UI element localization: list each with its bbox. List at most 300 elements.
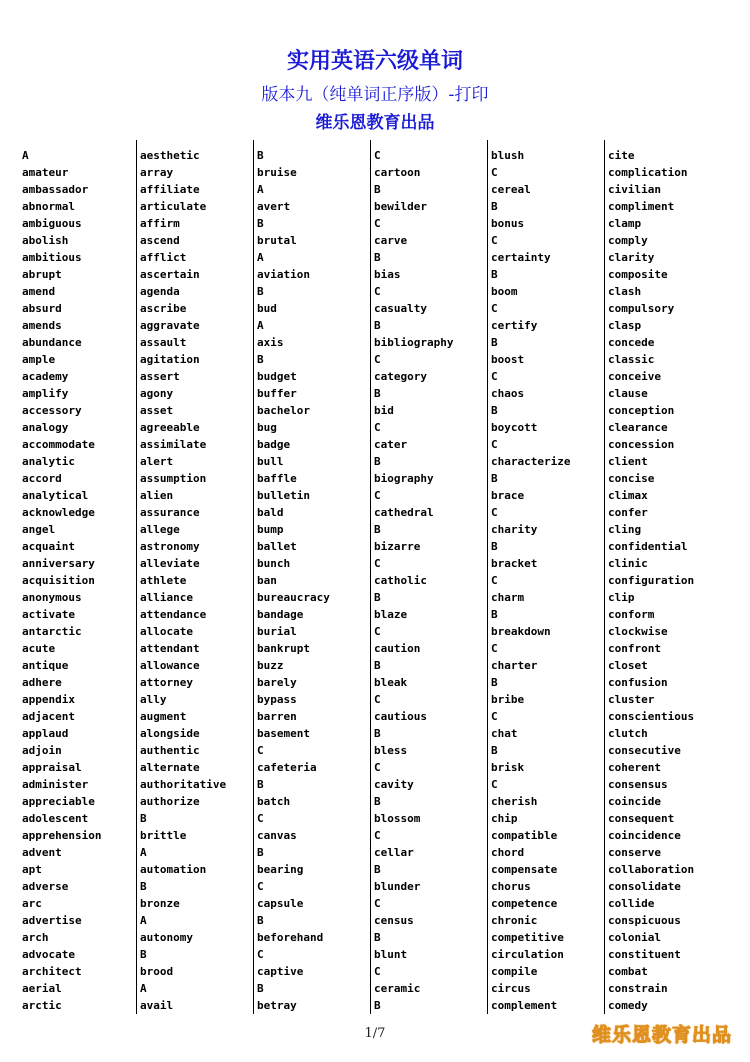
word-item: brutal	[257, 234, 297, 247]
word-item: avail	[140, 999, 174, 1012]
word-item: academy	[22, 370, 69, 383]
word-item: badge	[257, 438, 291, 451]
word-item: C	[374, 489, 381, 502]
word-item: attendant	[140, 642, 200, 655]
word-item: B	[374, 387, 381, 400]
word-item: circus	[491, 982, 531, 995]
word-item: ally	[140, 693, 167, 706]
word-item: array	[140, 166, 174, 179]
word-item: bias	[374, 268, 401, 281]
word-item: cartoon	[374, 166, 421, 179]
word-item: competence	[491, 897, 558, 910]
word-item: authentic	[140, 744, 200, 757]
word-item: bald	[257, 506, 284, 519]
word-item: compensate	[491, 863, 558, 876]
word-item: B	[374, 523, 381, 536]
word-item: C	[374, 421, 381, 434]
word-item: cluster	[608, 693, 655, 706]
word-item: clasp	[608, 319, 642, 332]
word-item: blossom	[374, 812, 421, 825]
word-item: amends	[22, 319, 62, 332]
word-item: captive	[257, 965, 304, 978]
word-item: breakdown	[491, 625, 551, 638]
word-item: boom	[491, 285, 518, 298]
word-item: composite	[608, 268, 668, 281]
word-item: applaud	[22, 727, 69, 740]
word-item: certify	[491, 319, 538, 332]
word-item: C	[491, 574, 498, 587]
word-item: constrain	[608, 982, 668, 995]
word-item: chat	[491, 727, 518, 740]
word-item: bleak	[374, 676, 408, 689]
word-item: assumption	[140, 472, 207, 485]
word-item: abundance	[22, 336, 82, 349]
word-item: C	[257, 948, 264, 961]
word-item: civilian	[608, 183, 661, 196]
word-item: advertise	[22, 914, 82, 927]
word-item: A	[140, 846, 147, 859]
word-item: A	[140, 914, 147, 927]
word-item: cellar	[374, 846, 414, 859]
word-item: apprehension	[22, 829, 102, 842]
word-item: apt	[22, 863, 42, 876]
word-item: C	[374, 353, 381, 366]
word-item: brace	[491, 489, 525, 502]
word-item: amateur	[22, 166, 69, 179]
word-item: analogy	[22, 421, 69, 434]
word-item: assert	[140, 370, 180, 383]
word-item: characterize	[491, 455, 571, 468]
word-item: collide	[608, 897, 655, 910]
word-item: C	[374, 829, 381, 842]
word-item: C	[491, 166, 498, 179]
word-item: agitation	[140, 353, 200, 366]
word-item: comply	[608, 234, 648, 247]
word-item: bearing	[257, 863, 304, 876]
word-item: bull	[257, 455, 284, 468]
word-item: A	[257, 183, 264, 196]
word-item: configuration	[608, 574, 695, 587]
word-item: consecutive	[608, 744, 681, 757]
word-item: B	[257, 149, 264, 162]
word-item: B	[491, 200, 498, 213]
word-item: acknowledge	[22, 506, 95, 519]
word-item: advent	[22, 846, 62, 859]
word-item: ascribe	[140, 302, 187, 315]
word-item: B	[374, 183, 381, 196]
word-item: alleviate	[140, 557, 200, 570]
word-item: blunder	[374, 880, 421, 893]
word-item: C	[374, 897, 381, 910]
word-item: automation	[140, 863, 207, 876]
word-item: conception	[608, 404, 675, 417]
word-item: A	[22, 149, 29, 162]
word-item: ample	[22, 353, 56, 366]
word-item: client	[608, 455, 648, 468]
word-item: clockwise	[608, 625, 668, 638]
page-number: 1/7	[364, 1026, 386, 1041]
word-item: B	[257, 778, 264, 791]
word-item: adolescent	[22, 812, 89, 825]
word-item: B	[374, 455, 381, 468]
word-item: casualty	[374, 302, 427, 315]
word-item: collaboration	[608, 863, 695, 876]
word-item: conserve	[608, 846, 661, 859]
word-item: absurd	[22, 302, 62, 315]
word-item: aviation	[257, 268, 310, 281]
word-item: ambitious	[22, 251, 82, 264]
word-item: B	[374, 863, 381, 876]
word-item: cater	[374, 438, 408, 451]
word-item: ascertain	[140, 268, 200, 281]
word-item: beforehand	[257, 931, 324, 944]
word-item: bibliography	[374, 336, 454, 349]
word-item: clash	[608, 285, 642, 298]
word-item: chaos	[491, 387, 525, 400]
word-item: blush	[491, 149, 525, 162]
word-item: appendix	[22, 693, 75, 706]
word-item: aggravate	[140, 319, 200, 332]
word-item: compile	[491, 965, 538, 978]
word-item: climax	[608, 489, 648, 502]
word-column-2	[136, 140, 254, 1014]
word-item: bug	[257, 421, 277, 434]
word-item: comedy	[608, 999, 648, 1012]
word-item: bypass	[257, 693, 297, 706]
word-item: B	[257, 982, 264, 995]
word-item: arc	[22, 897, 42, 910]
word-item: alien	[140, 489, 174, 502]
word-item: anonymous	[22, 591, 82, 604]
word-item: anniversary	[22, 557, 95, 570]
word-item: budget	[257, 370, 297, 383]
word-item: caution	[374, 642, 421, 655]
word-item: B	[374, 931, 381, 944]
word-item: B	[257, 353, 264, 366]
word-item: allowance	[140, 659, 200, 672]
word-item: constituent	[608, 948, 681, 961]
word-item: clause	[608, 387, 648, 400]
word-item: B	[374, 727, 381, 740]
word-item: coincide	[608, 795, 661, 808]
word-item: cite	[608, 149, 635, 162]
word-item: complication	[608, 166, 688, 179]
word-item: C	[491, 302, 498, 315]
word-item: bandage	[257, 608, 304, 621]
word-item: B	[257, 217, 264, 230]
word-item: bribe	[491, 693, 525, 706]
word-item: authorize	[140, 795, 200, 808]
word-item: cereal	[491, 183, 531, 196]
word-item: cling	[608, 523, 642, 536]
word-item: adjoin	[22, 744, 62, 757]
word-item: affiliate	[140, 183, 200, 196]
word-item: C	[374, 693, 381, 706]
word-item: boost	[491, 353, 525, 366]
word-item: census	[374, 914, 414, 927]
word-item: conform	[608, 608, 655, 621]
word-item: astronomy	[140, 540, 200, 553]
word-item: brisk	[491, 761, 525, 774]
word-item: basement	[257, 727, 310, 740]
word-item: competitive	[491, 931, 564, 944]
word-item: catholic	[374, 574, 427, 587]
word-item: B	[374, 659, 381, 672]
word-item: bulletin	[257, 489, 310, 502]
word-item: betray	[257, 999, 297, 1012]
word-item: chorus	[491, 880, 531, 893]
word-item: accessory	[22, 404, 82, 417]
word-item: charter	[491, 659, 538, 672]
word-item: activate	[22, 608, 75, 621]
word-item: coincidence	[608, 829, 681, 842]
word-item: cathedral	[374, 506, 434, 519]
word-column-1	[22, 140, 139, 1014]
word-item: agony	[140, 387, 174, 400]
word-item: alliance	[140, 591, 193, 604]
word-item: concise	[608, 472, 655, 485]
word-item: C	[491, 438, 498, 451]
word-item: certainty	[491, 251, 551, 264]
word-column-3	[253, 140, 371, 1014]
word-item: ceramic	[374, 982, 421, 995]
word-item: alongside	[140, 727, 200, 740]
word-item: bureaucracy	[257, 591, 330, 604]
word-item: chronic	[491, 914, 538, 927]
word-item: combat	[608, 965, 648, 978]
word-item: ambiguous	[22, 217, 82, 230]
word-item: A	[140, 982, 147, 995]
word-item: capsule	[257, 897, 304, 910]
word-item: adjacent	[22, 710, 75, 723]
word-item: C	[374, 149, 381, 162]
word-item: alert	[140, 455, 174, 468]
word-item: authoritative	[140, 778, 227, 791]
word-item: B	[374, 795, 381, 808]
word-item: bonus	[491, 217, 525, 230]
word-item: arch	[22, 931, 49, 944]
word-item: amplify	[22, 387, 69, 400]
word-item: B	[491, 744, 498, 757]
word-item: B	[491, 268, 498, 281]
word-item: C	[257, 880, 264, 893]
word-item: bachelor	[257, 404, 310, 417]
word-item: barren	[257, 710, 297, 723]
word-item: C	[374, 217, 381, 230]
word-item: clutch	[608, 727, 648, 740]
word-item: colonial	[608, 931, 661, 944]
word-item: allege	[140, 523, 180, 536]
word-item: assurance	[140, 506, 200, 519]
word-item: augment	[140, 710, 187, 723]
word-item: clearance	[608, 421, 668, 434]
document-subtitle: 版本九（纯单词正序版）-打印	[261, 85, 489, 105]
word-item: clinic	[608, 557, 648, 570]
word-item: C	[374, 557, 381, 570]
word-item: bid	[374, 404, 394, 417]
word-item: ascend	[140, 234, 180, 247]
word-item: classic	[608, 353, 655, 366]
word-item: B	[140, 948, 147, 961]
word-item: C	[491, 778, 498, 791]
word-item: agenda	[140, 285, 180, 298]
word-item: agreeable	[140, 421, 200, 434]
word-item: C	[257, 812, 264, 825]
word-item: clip	[608, 591, 635, 604]
word-item: A	[257, 251, 264, 264]
word-item: B	[491, 540, 498, 553]
word-item: A	[257, 319, 264, 332]
word-item: adhere	[22, 676, 62, 689]
word-item: B	[374, 319, 381, 332]
word-item: charm	[491, 591, 525, 604]
word-item: appraisal	[22, 761, 82, 774]
word-item: closet	[608, 659, 648, 672]
word-item: conspicuous	[608, 914, 681, 927]
word-item: buffer	[257, 387, 297, 400]
word-item: bump	[257, 523, 284, 536]
word-item: C	[491, 234, 498, 247]
word-item: adverse	[22, 880, 69, 893]
word-item: C	[374, 965, 381, 978]
word-item: abnormal	[22, 200, 75, 213]
word-item: bracket	[491, 557, 538, 570]
word-item: B	[491, 608, 498, 621]
word-item: bankrupt	[257, 642, 310, 655]
word-item: angel	[22, 523, 56, 536]
word-item: C	[374, 285, 381, 298]
word-item: consolidate	[608, 880, 681, 893]
word-item: architect	[22, 965, 82, 978]
word-item: confidential	[608, 540, 688, 553]
word-item: C	[491, 370, 498, 383]
word-item: aesthetic	[140, 149, 200, 162]
word-item: B	[257, 846, 264, 859]
word-item: compatible	[491, 829, 558, 842]
word-item: analytical	[22, 489, 89, 502]
word-item: bless	[374, 744, 408, 757]
word-item: barely	[257, 676, 297, 689]
word-item: coherent	[608, 761, 661, 774]
word-item: analytic	[22, 455, 75, 468]
word-item: biography	[374, 472, 434, 485]
word-item: bronze	[140, 897, 180, 910]
word-item: charity	[491, 523, 538, 536]
word-item: B	[491, 336, 498, 349]
word-item: bruise	[257, 166, 297, 179]
word-item: compulsory	[608, 302, 675, 315]
word-item: complement	[491, 999, 558, 1012]
word-item: aerial	[22, 982, 62, 995]
word-item: canvas	[257, 829, 297, 842]
word-item: chord	[491, 846, 525, 859]
document-publisher: 维乐恩教育出品	[315, 113, 435, 133]
word-item: attorney	[140, 676, 193, 689]
document-title: 实用英语六级单词	[286, 49, 463, 74]
word-item: autonomy	[140, 931, 193, 944]
word-item: avert	[257, 200, 291, 213]
word-item: cautious	[374, 710, 427, 723]
word-item: alternate	[140, 761, 200, 774]
word-item: attendance	[140, 608, 207, 621]
word-columns	[22, 140, 730, 1014]
word-item: C	[491, 642, 498, 655]
word-column-6	[604, 140, 722, 1014]
word-item: carve	[374, 234, 408, 247]
word-item: assault	[140, 336, 187, 349]
word-item: amend	[22, 285, 56, 298]
word-item: appreciable	[22, 795, 95, 808]
word-item: ambassador	[22, 183, 89, 196]
word-item: clarity	[608, 251, 655, 264]
word-item: bewilder	[374, 200, 427, 213]
word-item: conceive	[608, 370, 661, 383]
word-item: axis	[257, 336, 284, 349]
word-item: B	[374, 591, 381, 604]
word-item: bud	[257, 302, 277, 315]
word-item: antarctic	[22, 625, 82, 638]
word-item: confusion	[608, 676, 668, 689]
word-item: B	[491, 472, 498, 485]
word-item: bizarre	[374, 540, 421, 553]
word-item: C	[491, 710, 498, 723]
word-item: circulation	[491, 948, 564, 961]
word-item: concede	[608, 336, 655, 349]
word-item: conscientious	[608, 710, 695, 723]
word-item: confront	[608, 642, 661, 655]
word-item: C	[491, 506, 498, 519]
word-item: chip	[491, 812, 518, 825]
word-item: affirm	[140, 217, 180, 230]
word-item: brittle	[140, 829, 187, 842]
word-item: concession	[608, 438, 675, 451]
word-item: allocate	[140, 625, 193, 638]
word-item: abolish	[22, 234, 69, 247]
word-item: blaze	[374, 608, 408, 621]
word-item: B	[374, 251, 381, 264]
word-item: confer	[608, 506, 648, 519]
word-item: acute	[22, 642, 56, 655]
word-item: cafeteria	[257, 761, 317, 774]
word-item: acquaint	[22, 540, 75, 553]
word-item: C	[374, 625, 381, 638]
word-item: B	[257, 285, 264, 298]
word-item: administer	[22, 778, 89, 791]
word-item: compliment	[608, 200, 675, 213]
word-item: clamp	[608, 217, 642, 230]
word-item: C	[374, 761, 381, 774]
word-item: assimilate	[140, 438, 207, 451]
word-item: afflict	[140, 251, 187, 264]
word-item: athlete	[140, 574, 187, 587]
publisher-watermark: 维乐恩教育出品	[591, 1024, 732, 1046]
word-item: antique	[22, 659, 69, 672]
word-item: acquisition	[22, 574, 95, 587]
word-item: consensus	[608, 778, 668, 791]
word-item: abrupt	[22, 268, 62, 281]
word-item: arctic	[22, 999, 62, 1012]
word-item: B	[140, 812, 147, 825]
word-item: B	[257, 914, 264, 927]
word-column-4	[370, 140, 488, 1014]
word-item: B	[374, 999, 381, 1012]
word-item: B	[491, 404, 498, 417]
word-column-5	[487, 140, 605, 1014]
word-item: cherish	[491, 795, 538, 808]
word-item: ban	[257, 574, 277, 587]
word-item: blunt	[374, 948, 408, 961]
word-item: batch	[257, 795, 291, 808]
